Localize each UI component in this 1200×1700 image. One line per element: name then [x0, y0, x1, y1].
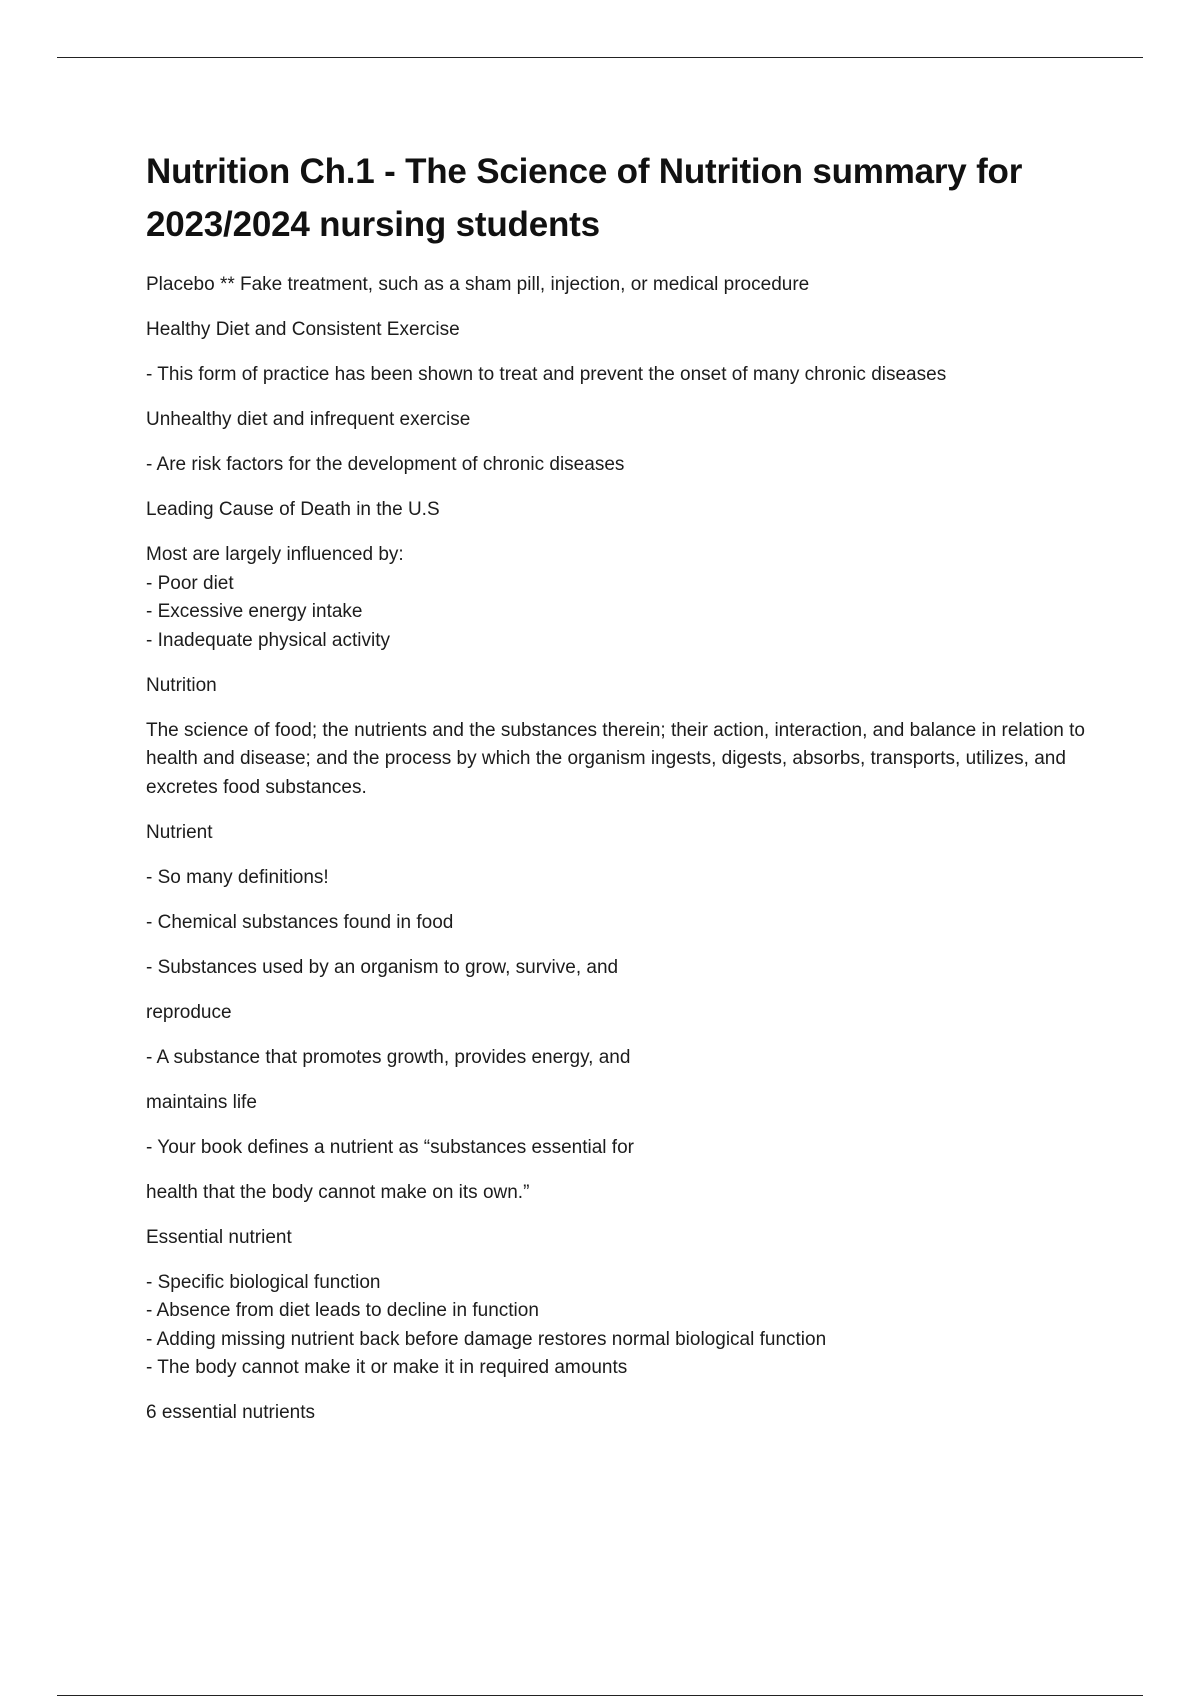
- list-item: - Adding missing nutrient back before damage restores normal biological function: [146, 1328, 827, 1350]
- placebo-definition: Placebo ** Fake treatment, such as a sham pill, injection, or medical procedure: [146, 274, 810, 295]
- unhealthy-heading: Unhealthy diet and infrequent exercise: [146, 409, 471, 430]
- bottom-divider: [57, 1695, 1143, 1696]
- six-essential-heading: 6 essential nutrients: [146, 1402, 315, 1423]
- document-title: Nutrition Ch.1 - The Science of Nutrition summary for 2023/2024 nursing students: [146, 152, 1023, 244]
- nutrient-point: - Your book defines a nutrient as “substances essential for: [146, 1136, 634, 1158]
- list-item: - The body cannot make it or make it in required amounts: [146, 1357, 628, 1378]
- list-item: - Specific biological function: [146, 1271, 381, 1293]
- healthy-heading: Healthy Diet and Consistent Exercise: [146, 319, 460, 340]
- nutrient-point: - Substances used by an organism to grow, survive, and: [146, 956, 619, 978]
- influence-intro: Most are largely influenced by:: [146, 544, 404, 565]
- nutrient-point: - So many definitions!: [146, 866, 329, 888]
- essential-list: [146, 1269, 1086, 1383]
- list-item: - Excessive energy intake: [146, 601, 363, 622]
- top-divider: [57, 57, 1143, 58]
- leading-cause-heading: Leading Cause of Death in the U.S: [146, 499, 440, 520]
- essential-nutrient-heading: Essential nutrient: [146, 1226, 292, 1248]
- unhealthy-description: - Are risk factors for the development of chronic diseases: [146, 454, 625, 475]
- nutrition-heading: Nutrition: [146, 674, 217, 696]
- list-item: - Poor diet: [146, 572, 234, 594]
- influence-list: [146, 541, 1086, 655]
- list-item: - Absence from diet leads to decline in function: [146, 1300, 539, 1321]
- document-body: [146, 145, 1086, 1444]
- nutrient-point-continued: maintains life: [146, 1091, 257, 1113]
- nutrient-point-continued: reproduce: [146, 1001, 232, 1023]
- nutrient-heading: Nutrient: [146, 821, 213, 843]
- nutrient-point: - A substance that promotes growth, provides energy, and: [146, 1046, 631, 1068]
- list-item: - Inadequate physical activity: [146, 629, 390, 651]
- nutrient-point-continued: health that the body cannot make on its own.”: [146, 1181, 530, 1203]
- nutrition-definition: The science of food; the nutrients and the substances therein; their action, interaction, and balance in relation to health and disease; and the process by which the organism ingests, digests, absorbs, transports, utilizes, and excretes food substances.: [146, 719, 1085, 798]
- healthy-description: - This form of practice has been shown to treat and prevent the onset of many chronic diseases: [146, 364, 947, 385]
- nutrient-point: - Chemical substances found in food: [146, 911, 454, 933]
